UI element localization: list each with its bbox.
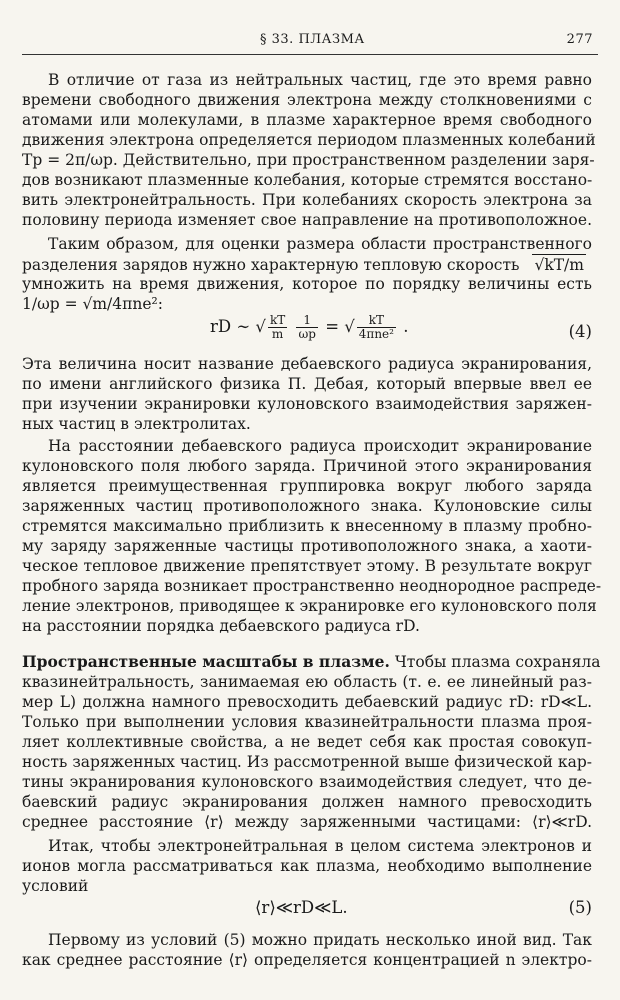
eq4-frac3 bbox=[357, 314, 396, 341]
eq4-frac2-den: ωp bbox=[298, 327, 316, 341]
running-head bbox=[0, 32, 620, 52]
text-line: как среднее расстояние ⟨r⟩ определяется концентрацией n электро- bbox=[22, 951, 592, 969]
text-line: дов возникают плазменные колебания, которые стремятся восстано- bbox=[22, 171, 593, 189]
text-line: на расстоянии порядка дебаевского радиуса rD. bbox=[22, 617, 420, 635]
eq4-frac1-den: m bbox=[271, 327, 284, 341]
text-fragment: разделения зарядов нужно характерную тепловую скорость bbox=[22, 256, 520, 274]
equation-number: (4) bbox=[568, 322, 592, 341]
text-line: 1/ωp = √m/4πne²: bbox=[22, 295, 163, 313]
text-line: умножить на время движения, которое по порядку величины есть bbox=[22, 275, 592, 293]
text-line: Tp = 2π/ωp. Действительно, при пространственном разделении заря- bbox=[22, 151, 595, 169]
text-line: вить электронейтральность. При колебаниях скорость электрона за bbox=[22, 191, 592, 209]
eq4-frac3-den: 4πne² bbox=[358, 327, 394, 341]
text-line: ление электронов, приводящее к экранировке его кулоновского поля bbox=[22, 597, 597, 615]
text-line: Первому из условий (5) можно придать несколько иной вид. Так bbox=[48, 931, 592, 949]
text-line: среднее расстояние ⟨r⟩ между заряженными частицами: ⟨r⟩≪rD. bbox=[22, 813, 592, 831]
text-line: В отличие от газа из нейтральных частиц, где это время равно bbox=[48, 71, 592, 89]
text-line: атомами или молекулами, в плазме характерное время свободного bbox=[22, 111, 592, 129]
text-line: кулоновского поля любого заряда. Причиной этого экранирования bbox=[22, 457, 592, 475]
text-line: ность заряженных частиц. Из рассмотренной выше физической кар- bbox=[22, 753, 592, 771]
text-line: Только при выполнении условия квазинейтральности плазма проя- bbox=[22, 713, 592, 731]
eq4-frac3-num: kT bbox=[357, 314, 396, 328]
text-line: заряженных частиц противоположного знака. Кулоновские силы bbox=[22, 497, 592, 515]
text-line: движения электрона определяется периодом плазменных колебаний bbox=[22, 131, 596, 149]
page-number: 277 bbox=[566, 32, 593, 47]
text-line: по имени английского физика П. Дебая, который впервые ввел ее bbox=[22, 375, 592, 393]
text-line: времени свободного движения электрона между столкновениями с bbox=[22, 91, 592, 109]
text-line: баевский радиус экранирования должен намного превосходить bbox=[22, 793, 592, 811]
text-line: ных частиц в электролитах. bbox=[22, 415, 251, 433]
text-line: Таким образом, для оценки размера области пространственного bbox=[48, 235, 592, 253]
text-line: половину периода изменяет свое направление на противоположное. bbox=[22, 211, 592, 229]
text-line: при изучении экранировки кулоновского взаимодействия заряжен- bbox=[22, 395, 592, 413]
text-line: стремятся максимально приблизить к внесенному в плазму пробно- bbox=[22, 517, 592, 535]
equation-number: (5) bbox=[568, 898, 592, 917]
text-line bbox=[22, 254, 592, 274]
equation-5: ⟨r⟩≪rD≪L. bbox=[255, 898, 348, 917]
text-line: Итак, чтобы электронейтральная в целом система электронов и bbox=[48, 837, 592, 855]
eq4-frac2 bbox=[296, 314, 317, 341]
text-line: мер L) должна намного превосходить дебаевский радиус rD: rD≪L. bbox=[22, 693, 592, 711]
text-line: квазинейтральность, занимаемая ею область (т. е. ее линейный раз- bbox=[22, 673, 592, 691]
text-line: На расстоянии дебаевского радиуса происходит экранирование bbox=[48, 437, 592, 455]
eq4-frac1 bbox=[268, 314, 287, 341]
text-line: ческое тепловое движение препятствует этому. В результате вокруг bbox=[22, 557, 592, 575]
run-in-heading: Пространственные масштабы в плазме. bbox=[22, 652, 390, 671]
sqrt-expression: √kT/m bbox=[534, 256, 584, 274]
text-fragment: Чтобы плазма сохраняла bbox=[394, 653, 601, 671]
text-line: тины экранирования кулоновского взаимодействия следует, что де- bbox=[22, 773, 592, 791]
header-rule bbox=[22, 54, 598, 55]
text-line: пробного заряда возникает пространственно неоднородное распреде- bbox=[22, 577, 602, 595]
section-title: § 33. ПЛАЗМА bbox=[260, 32, 365, 47]
eq4-lhs: rD ∼ bbox=[210, 317, 251, 336]
equation-4: rD ∼ √ $\frac{kT}{m}$ $\frac{1}{\omega p}$ = √ $\frac{kT}{\text{4πne²}}$ . bbox=[210, 313, 409, 341]
text-line: является преимущественная группировка вокруг любого заряда bbox=[22, 477, 592, 495]
text-line: ляет коллективные свойства, а не ведет себя как простая совокуп- bbox=[22, 733, 592, 751]
eq4-frac1-num: kT bbox=[269, 313, 286, 327]
text-line: ионов могла рассматриваться как плазма, необходимо выполнение bbox=[22, 857, 592, 875]
text-line bbox=[22, 652, 601, 672]
text-line: му заряду заряженные частицы противоположного знака, а хаоти- bbox=[22, 537, 592, 555]
text-line: Эта величина носит название дебаевского радиуса экранирования, bbox=[22, 355, 592, 373]
eq4-frac2-num: 1 bbox=[296, 314, 317, 328]
text-line: условий bbox=[22, 877, 89, 895]
